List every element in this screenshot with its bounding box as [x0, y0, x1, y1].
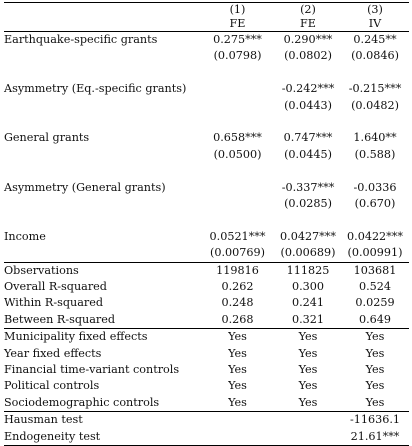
- test-value: [200, 412, 275, 429]
- standard-error: (0.0802): [284, 49, 332, 63]
- coefficient: 0.0422***: [347, 229, 403, 243]
- controls-row: [4, 346, 409, 362]
- column-number-row: [4, 3, 409, 18]
- control-value: Yes: [298, 330, 318, 344]
- test-label: Hausman test: [4, 413, 83, 427]
- column-number: (2): [275, 3, 341, 18]
- stats-row: [4, 312, 409, 329]
- standard-error: (0.588): [354, 147, 396, 161]
- variable-label: General grants: [4, 131, 90, 145]
- se-row: [4, 196, 409, 212]
- variable-label: Income: [4, 229, 46, 243]
- coef-row: [4, 32, 409, 49]
- stat-value: 0.262: [221, 280, 254, 294]
- control-label: Year fixed effects: [4, 346, 102, 360]
- coefficient: -0.337***: [281, 180, 335, 194]
- test-value: [200, 429, 275, 446]
- stat-value: 119816: [216, 263, 259, 277]
- control-value: Yes: [298, 379, 318, 393]
- test-value: [275, 429, 341, 446]
- standard-error: (0.0798): [213, 49, 262, 63]
- control-value: Yes: [365, 363, 385, 377]
- control-value: Yes: [228, 330, 247, 344]
- regression-table: [4, 2, 409, 446]
- control-label: Sociodemographic controls: [4, 395, 200, 412]
- stat-value: 0.0259: [355, 296, 395, 310]
- coef-row: [4, 130, 409, 146]
- se-row: [4, 98, 409, 114]
- coef-row: [4, 81, 409, 97]
- tests-row: [4, 429, 409, 446]
- standard-error: [200, 98, 275, 114]
- stat-label: Overall R-squared: [4, 280, 107, 294]
- stat-value: 111825: [286, 263, 330, 277]
- stat-label: Observations: [4, 263, 79, 277]
- coef-row: [4, 180, 409, 196]
- control-label: Political controls: [4, 379, 100, 393]
- stat-value: 0.649: [341, 312, 409, 329]
- se-row: [4, 48, 409, 64]
- spacer-row: [4, 212, 409, 228]
- column-method-row: [4, 17, 409, 32]
- coef-row: [4, 229, 409, 245]
- coefficient: -0.242***: [281, 82, 335, 96]
- standard-error: (0.00689): [275, 245, 341, 262]
- se-row: [4, 147, 409, 163]
- coefficient: 0.747***: [283, 131, 333, 145]
- stat-label: Between R-squared: [4, 312, 200, 329]
- stats-row: [4, 295, 409, 311]
- standard-error: (0.00991): [341, 245, 409, 262]
- controls-row: [4, 362, 409, 378]
- stat-value: 0.241: [291, 296, 325, 310]
- spacer-row: [4, 163, 409, 179]
- stat-value: 0.248: [221, 296, 254, 310]
- control-value: Yes: [228, 363, 247, 377]
- coefficient: [200, 81, 275, 97]
- variable-label: Earthquake-specific grants: [4, 33, 158, 46]
- stats-row: [4, 279, 409, 295]
- control-label: Municipality fixed effects: [4, 330, 148, 344]
- control-value: Yes: [365, 330, 385, 344]
- control-value: Yes: [228, 379, 247, 393]
- control-value: Yes: [365, 346, 385, 360]
- standard-error: (0.0846): [351, 49, 399, 63]
- stat-value: 0.321: [275, 312, 341, 329]
- column-method: FE: [200, 17, 275, 32]
- stat-value: 103681: [353, 263, 397, 277]
- standard-error: (0.0443): [284, 98, 332, 112]
- coefficient: 0.290***: [283, 33, 333, 46]
- coefficient: 0.0521***: [209, 229, 266, 243]
- coefficient: -0.215***: [348, 82, 402, 96]
- column-method: IV: [341, 17, 409, 32]
- stat-label: Within R-squared: [4, 296, 104, 310]
- standard-error: [200, 196, 275, 212]
- coefficient: 0.275***: [213, 33, 262, 46]
- stat-value: 0.524: [358, 280, 392, 294]
- control-value: Yes: [275, 395, 341, 412]
- test-value: -11636.1: [349, 413, 401, 427]
- coefficient: 0.245**: [353, 33, 397, 46]
- test-value: 21.61***: [341, 429, 409, 446]
- spacer-row: [4, 114, 409, 130]
- header-blank: [4, 3, 200, 18]
- controls-row: [4, 329, 409, 346]
- coefficient: [200, 180, 275, 196]
- column-number: (1): [200, 3, 275, 18]
- header-blank: [4, 17, 200, 32]
- test-label: Endogeneity test: [4, 429, 200, 446]
- variable-label: Asymmetry (Eq.-specific grants): [4, 82, 187, 96]
- standard-error: (0.00769): [200, 245, 275, 262]
- stats-row: [4, 262, 409, 279]
- standard-error: (0.670): [354, 197, 396, 211]
- coefficient: 1.640**: [353, 131, 397, 145]
- stat-value: 0.268: [200, 312, 275, 329]
- tests-row: [4, 412, 409, 429]
- standard-error: (0.0482): [351, 98, 399, 112]
- standard-error: (0.0445): [284, 147, 332, 161]
- control-value: Yes: [298, 363, 318, 377]
- column-number: (3): [341, 3, 409, 18]
- control-value: Yes: [298, 346, 318, 360]
- spacer-row: [4, 65, 409, 81]
- controls-row: [4, 395, 409, 412]
- control-label: Financial time-variant controls: [4, 363, 180, 377]
- control-value: Yes: [228, 346, 247, 360]
- variable-label: Asymmetry (General grants): [4, 180, 166, 194]
- column-method: FE: [275, 17, 341, 32]
- coefficient: 0.0427***: [280, 229, 336, 243]
- control-value: Yes: [200, 395, 275, 412]
- coefficient: 0.658***: [213, 131, 262, 145]
- control-value: Yes: [365, 379, 385, 393]
- standard-error: (0.0500): [213, 147, 262, 161]
- se-row: [4, 245, 409, 262]
- standard-error: (0.0285): [284, 197, 332, 211]
- control-value: Yes: [341, 395, 409, 412]
- test-value: [275, 412, 341, 429]
- coefficient: -0.0336: [353, 180, 397, 194]
- controls-row: [4, 378, 409, 394]
- stat-value: 0.300: [291, 280, 325, 294]
